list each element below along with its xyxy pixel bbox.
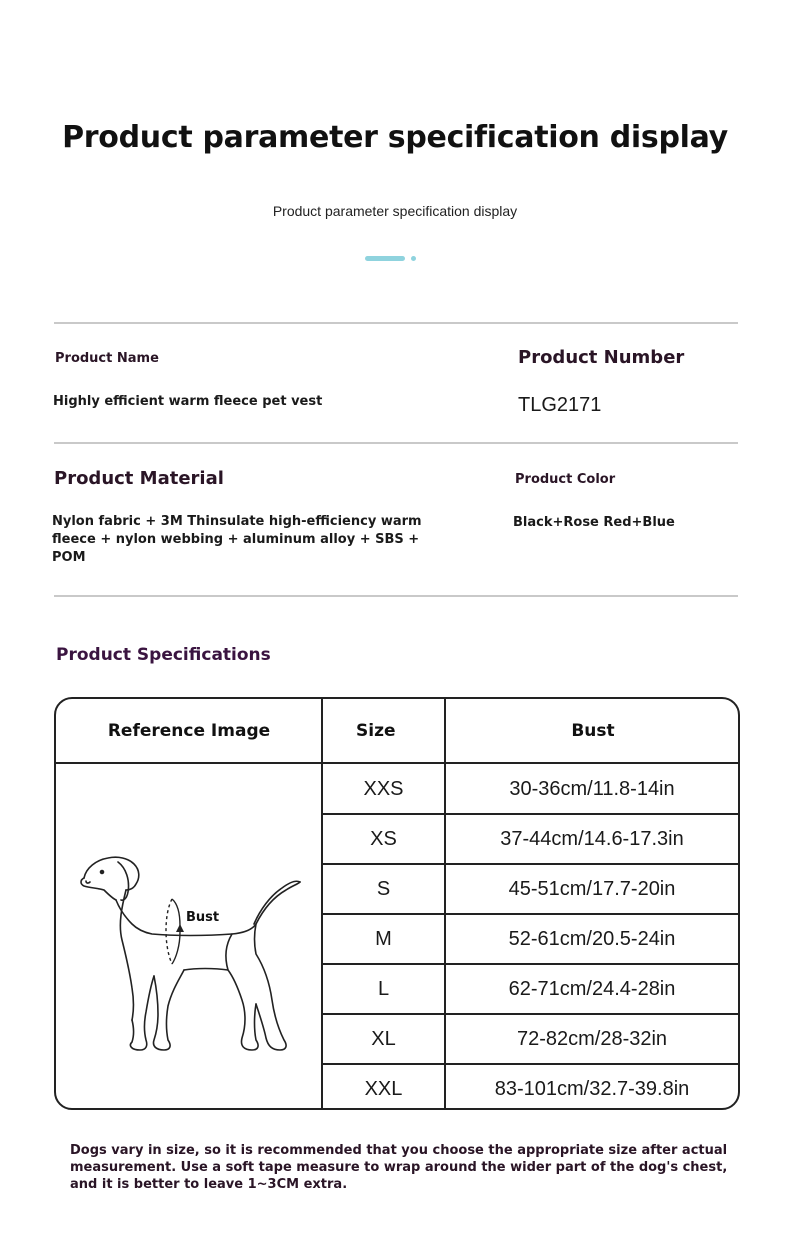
accent-dot: [411, 256, 416, 261]
row-divider: [322, 863, 738, 865]
product-number-value: TLG2171: [518, 394, 602, 416]
size-cell: L: [377, 977, 390, 1000]
product-number-label: Product Number: [518, 347, 685, 368]
sizing-note: Dogs vary in size, so it is recommended that you choose the appropriate size after actual measurement. Use a soft tape measure to wrap around the wider part of the dog's chest, and it is better to leave 1~3CM extra.: [70, 1143, 728, 1192]
divider: [54, 595, 738, 597]
size-cell: M: [375, 927, 392, 950]
reference-image: [56, 764, 321, 1108]
divider: [54, 442, 738, 444]
bust-cell: 72-82cm/28-32in: [516, 1027, 668, 1050]
specifications-title: Product Specifications: [56, 645, 271, 665]
product-material-value: Nylon fabric + 3M Thinsulate high-efficiency warm fleece + nylon webbing + aluminum alloy + SBS + POM: [52, 514, 422, 565]
header-size: Size: [356, 720, 396, 741]
bust-cell: 62-71cm/24.4-28in: [508, 977, 676, 1000]
product-color-value: Black+Rose Red+Blue: [513, 515, 675, 530]
bust-label: Bust: [186, 910, 220, 925]
dog-outline-icon: [56, 764, 321, 1108]
product-name-label: Product Name: [55, 351, 159, 366]
product-color-label: Product Color: [515, 472, 616, 487]
accent-dash: [365, 256, 405, 261]
size-table: [54, 697, 740, 1110]
product-material-label: Product Material: [54, 468, 224, 489]
row-divider: [322, 963, 738, 965]
row-divider: [322, 813, 738, 815]
header-reference-image: Reference Image: [107, 720, 271, 741]
product-name-value: Highly efficient warm fleece pet vest: [53, 394, 323, 409]
header-bust: Bust: [571, 720, 615, 741]
bust-cell: 45-51cm/17.7-20in: [508, 877, 676, 900]
size-cell: XL: [371, 1027, 396, 1050]
bust-cell: 83-101cm/32.7-39.8in: [494, 1077, 690, 1100]
size-cell: XXL: [364, 1077, 403, 1100]
size-cell: S: [376, 877, 391, 900]
page-title: Product parameter specification display: [62, 120, 728, 155]
row-divider: [322, 1063, 738, 1065]
size-cell: XXS: [363, 777, 404, 800]
bust-cell: 37-44cm/14.6-17.3in: [500, 827, 684, 850]
row-divider: [322, 913, 738, 915]
divider: [54, 322, 738, 324]
page-subtitle: Product parameter specification display: [272, 203, 518, 219]
bust-cell: 52-61cm/20.5-24in: [508, 927, 676, 950]
row-divider: [322, 1013, 738, 1015]
bust-cell: 30-36cm/11.8-14in: [509, 777, 675, 800]
size-cell: XS: [370, 827, 397, 850]
